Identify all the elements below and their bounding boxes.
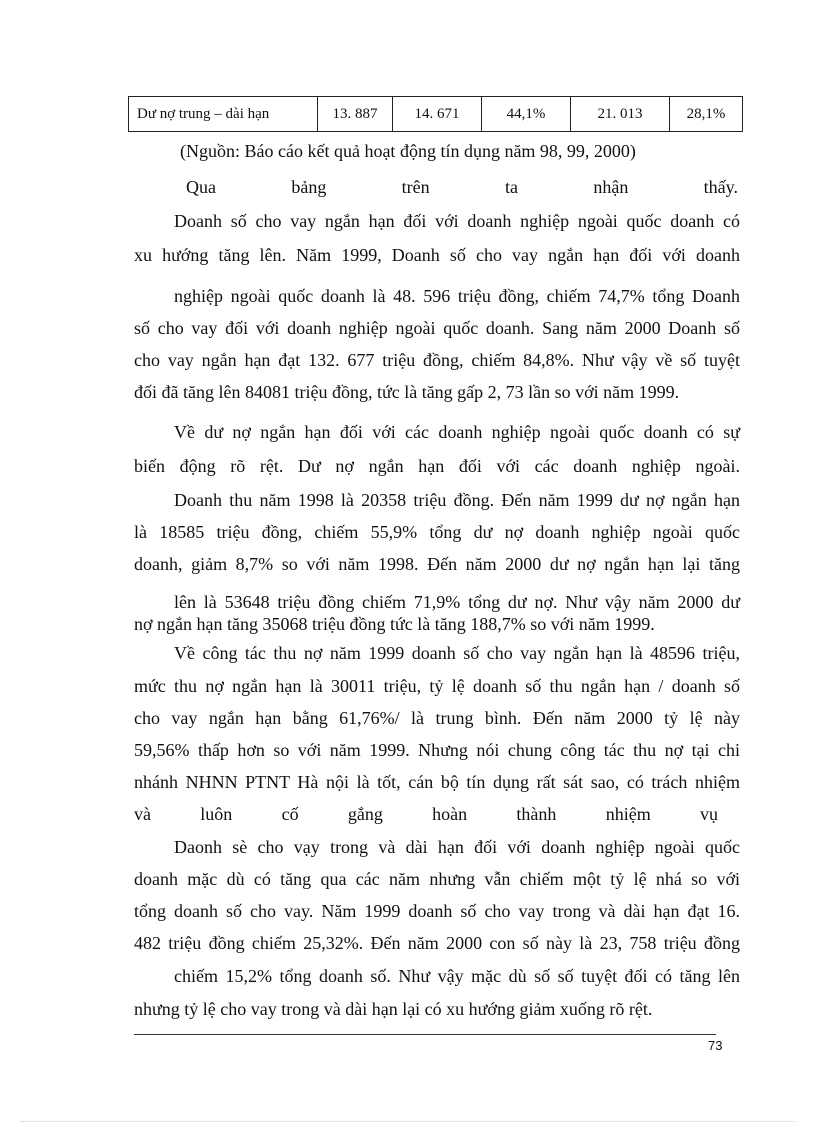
text-line: là 18585 triệu đồng, chiếm 55,9% tổng dư nợ doanh nghiệp ngoài quốc (134, 522, 740, 542)
text-line: mức thu nợ ngắn hạn là 30011 triệu, tỷ lệ doanh số thu ngắn hạn / doanh số (134, 676, 740, 696)
table-cell: 44,1% (482, 97, 571, 132)
table-row (129, 97, 743, 132)
text-line: cho vay ngắn hạn bằng 61,76%/ là trung bình. Đến năm 2000 tỷ lệ này (134, 708, 740, 728)
text-line: Qua bảng trên ta nhận thấy. (186, 177, 738, 197)
page-bottom-divider (20, 1121, 796, 1122)
text-line: số cho vay đối với doanh nghiệp ngoài quốc doanh. Sang năm 2000 Doanh số (134, 318, 740, 338)
text-line: chiếm 15,2% tổng doanh số. Như vậy mặc dù số số tuyệt đối có tăng lên (174, 966, 740, 986)
text-line: Về công tác thu nợ năm 1999 doanh số cho vay ngắn hạn là 48596 triệu, (174, 643, 740, 663)
text-line: biến động rõ rệt. Dư nợ ngắn hạn đối với các doanh nghiệp ngoài. (134, 456, 740, 476)
footer-rule (134, 1034, 716, 1035)
table-cell: 14. 671 (393, 97, 482, 132)
text-line: doanh mặc dù có tăng qua các năm nhưng vẫn chiếm một tỷ lệ nhá so với (134, 869, 740, 889)
text-line: tổng doanh số cho vay. Năm 1999 doanh số cho vay trong và dài hạn đạt 16. (134, 901, 740, 921)
text-line: Doanh số cho vay ngắn hạn đối với doanh nghiệp ngoài quốc doanh có (174, 211, 740, 231)
table-cell: 28,1% (670, 97, 743, 132)
text-line: nhánh NHNN PTNT Hà nội là tốt, cán bộ tín dụng rất sát sao, có trách nhiệm (134, 772, 740, 792)
text-line: cho vay ngắn hạn đạt 132. 677 triệu đồng, chiếm 84,8%. Như vậy về số tuyệt (134, 350, 740, 370)
text-line: nhưng tỷ lệ cho vay trong và dài hạn lại có xu hướng giảm xuống rõ rệt. (134, 999, 653, 1019)
table-cell: 13. 887 (318, 97, 393, 132)
text-line: Daonh sè cho vạy trong và dài hạn đối với doanh nghiệp ngoài quốc (174, 837, 740, 857)
source-note: (Nguồn: Báo cáo kết quả hoạt động tín dụng năm 98, 99, 2000) (180, 141, 636, 161)
table-cell: Dư nợ trung – dài hạn (129, 97, 318, 132)
text-line: nợ ngắn hạn tăng 35068 triệu đồng tức là tăng 188,7% so với năm 1999. (134, 614, 655, 634)
text-line: Về dư nợ ngắn hạn đối với các doanh nghiệp ngoài quốc doanh có sự (174, 422, 740, 442)
text-line: doanh, giảm 8,7% so với năm 1998. Đến năm 2000 dư nợ ngắn hạn lại tăng (134, 554, 740, 574)
table-cell: 21. 013 (571, 97, 670, 132)
text-line: đối đã tăng lên 84081 triệu đồng, tức là tăng gấp 2, 73 lần so với năm 1999. (134, 382, 680, 402)
text-line: và luôn cố gắng hoàn thành nhiệm vụ (134, 804, 718, 824)
data-table (128, 96, 743, 132)
text-line: lên là 53648 triệu đồng chiếm 71,9% tổng dư nợ. Như vậy năm 2000 dư (174, 592, 740, 612)
text-line: 482 triệu đồng chiếm 25,32%. Đến năm 2000 con số này là 23, 758 triệu đồng (134, 933, 740, 953)
text-line: xu hướng tăng lên. Năm 1999, Doanh số cho vay ngắn hạn đối với doanh (134, 245, 740, 265)
text-line: Doanh thu năm 1998 là 20358 triệu đồng. Đến năm 1999 dư nợ ngắn hạn (174, 490, 740, 510)
text-line: nghiệp ngoài quốc doanh là 48. 596 triệu đồng, chiếm 74,7% tổng Doanh (174, 286, 740, 306)
text-line: 59,56% thấp hơn so với năm 1999. Nhưng nói chung công tác thu nợ tại chi (134, 740, 740, 760)
page-number: 73 (708, 1038, 723, 1053)
